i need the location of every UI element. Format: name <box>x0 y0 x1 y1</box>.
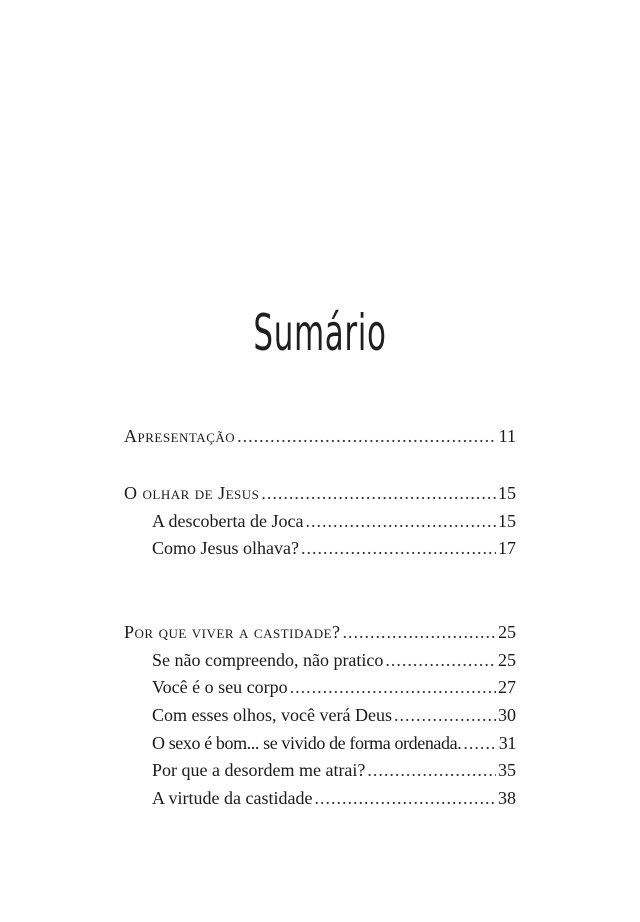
leader-dots <box>237 424 497 448</box>
leader-dots <box>463 731 496 755</box>
toc-entry-label: Por que a desordem me atrai? <box>152 760 366 780</box>
toc-entry-page: 30 <box>498 705 516 725</box>
toc-entry-page: 25 <box>498 650 516 670</box>
toc-entry-page: 27 <box>498 677 516 697</box>
toc-entry-page: 17 <box>498 538 516 558</box>
toc-entry-a-virtude-da-castidade[interactable] <box>152 786 516 810</box>
leader-dots <box>305 509 496 533</box>
toc-entry-label: A virtude da castidade <box>152 788 313 808</box>
toc-entry-label: Por que viver a castidade? <box>124 622 341 642</box>
toc-entry-page: 35 <box>498 760 516 780</box>
toc-entry-page: 38 <box>498 788 516 808</box>
toc-entry-a-descoberta-de-joca[interactable] <box>152 509 516 533</box>
toc-entry-o-olhar-de-jesus[interactable] <box>124 481 516 505</box>
toc-entry-com-esses-olhos[interactable] <box>152 703 516 727</box>
page-title: Sumário <box>253 304 387 362</box>
toc-entry-label: Apresentação <box>124 426 236 446</box>
toc-entry-por-que-a-desordem[interactable] <box>152 758 516 782</box>
toc-entry-voce-e-o-seu-corpo[interactable] <box>152 675 516 699</box>
toc-entry-page: 25 <box>498 622 516 642</box>
toc-entry-label: Com esses olhos, você verá Deus <box>152 705 392 725</box>
leader-dots <box>385 648 496 672</box>
toc-entry-page: 31 <box>498 733 516 753</box>
toc-entry-se-nao-compreendo[interactable] <box>152 648 516 672</box>
leader-dots <box>290 675 496 699</box>
leader-dots <box>261 481 496 505</box>
leader-dots <box>394 703 496 727</box>
leader-dots <box>314 786 496 810</box>
toc-entry-label: A descoberta de Joca <box>152 511 304 531</box>
toc-entry-label: O olhar de Jesus <box>124 483 260 503</box>
toc-entry-o-sexo-e-bom[interactable] <box>152 731 516 755</box>
toc-entry-como-jesus-olhava[interactable] <box>152 536 516 560</box>
leader-dots <box>367 758 496 782</box>
toc-entry-page: 15 <box>498 483 516 503</box>
toc-entry-label: Se não compreendo, não pratico <box>152 650 384 670</box>
toc-entry-label: Como Jesus olhava? <box>152 538 299 558</box>
leader-dots <box>301 536 496 560</box>
toc-entry-apresentacao[interactable] <box>124 424 516 448</box>
leader-dots <box>343 620 496 644</box>
toc-entry-page: 15 <box>498 511 516 531</box>
toc-entry-page: 11 <box>498 426 516 446</box>
toc-entry-label: O sexo é bom... se vivido de forma ordenada. <box>152 733 462 753</box>
toc-entry-label: Você é o seu corpo <box>152 677 288 697</box>
toc-entry-por-que-viver-a-castidade[interactable] <box>124 620 516 644</box>
